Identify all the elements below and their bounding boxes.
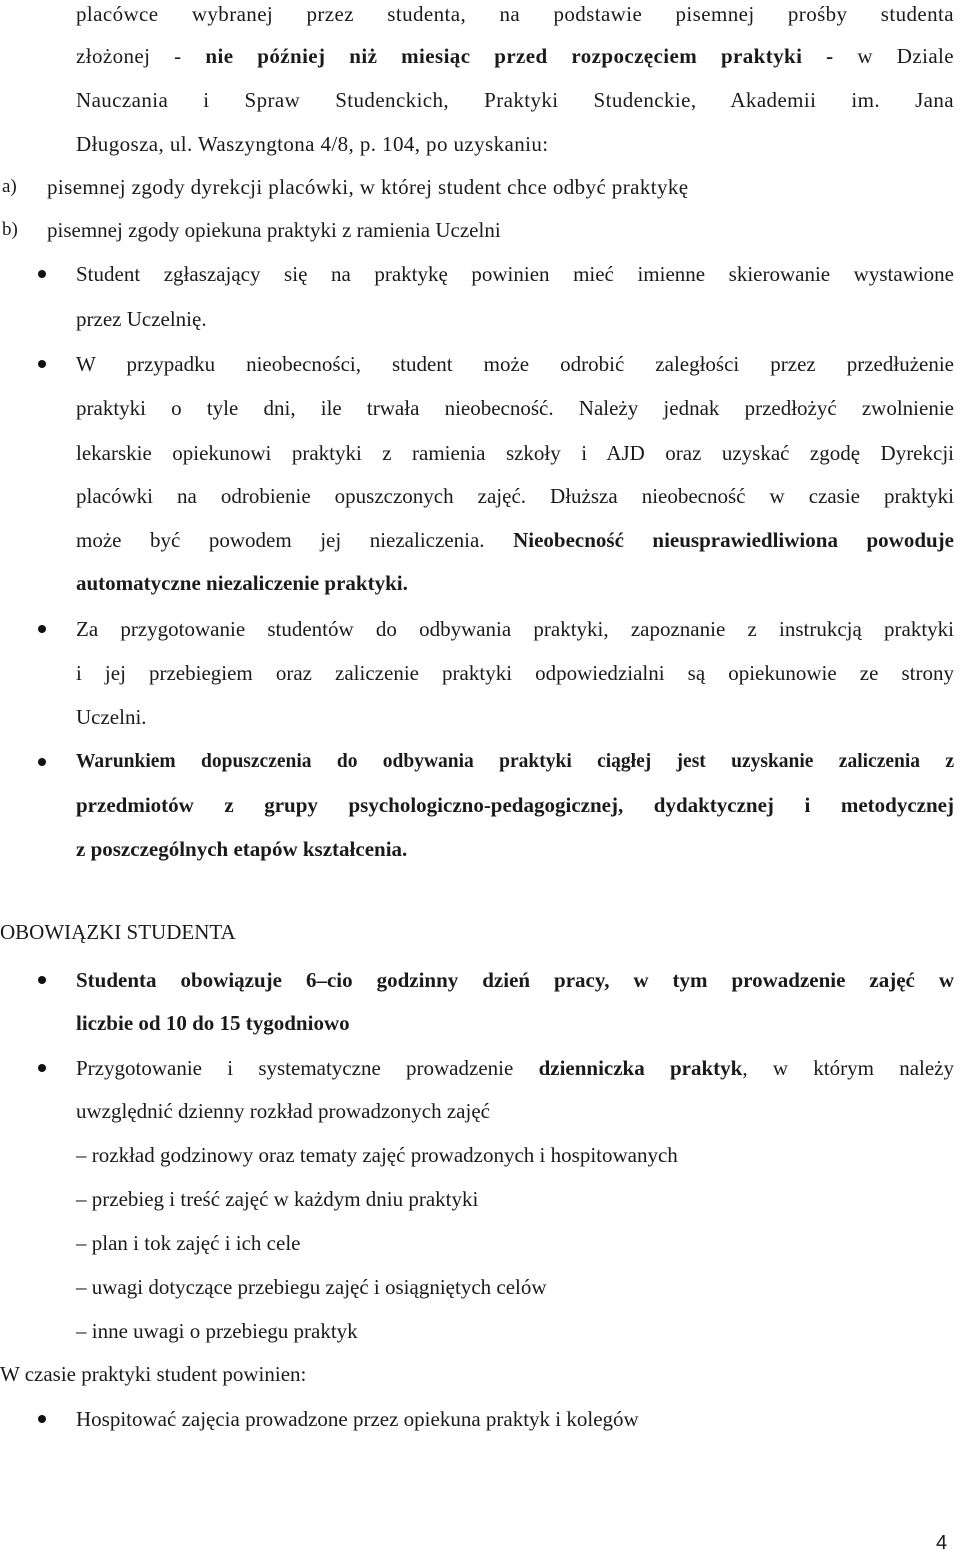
bullet-1-line-2: przez Uczelnię.	[76, 307, 207, 331]
dash-item-text: uwagi dotyczące przebiegu zajęć i osiągniętych celów	[91, 1275, 547, 1299]
duty-2-line-1	[76, 1054, 954, 1082]
bullet-1-line-1: Student zgłaszający się na praktykę powinien mieć imienne skierowanie wystawione	[76, 262, 954, 286]
dash-item-text: plan i tok zajęć i ich cele	[91, 1231, 301, 1255]
bullet-2-text: może być powodem jej niezaliczenia.	[76, 528, 514, 552]
bullet-2-line-4: placówki na odrobienie opuszczonych zajęć. Dłuższa nieobecność w czasie praktyki	[76, 484, 954, 508]
duty-1-line-2: liczbie od 10 do 15 tygodniowo	[76, 1011, 350, 1035]
dash-icon: –	[76, 1275, 87, 1299]
intro-line-4: Długosza, ul. Waszyngtona 4/8, p. 104, po uzyskaniu:	[76, 132, 549, 156]
deadline-emphasis: nie później niż miesiąc przed rozpoczęciem praktyki -	[205, 44, 834, 68]
bullet-2-line-6	[76, 569, 408, 597]
intro-line-1: placówce wybranej przez studenta, na podstawie pisemnej prośby studenta	[76, 2, 954, 26]
dash-item-text: inne uwagi o przebiegu praktyk	[91, 1319, 358, 1343]
dash-item-text: rozkład godzinowy oraz tematy zajęć prowadzonych i hospitowanych	[91, 1143, 678, 1167]
bullet-icon	[38, 270, 46, 278]
intro-line-3: Nauczania i Spraw Studenckich, Praktyki Studenckie, Akademii im. Jana	[76, 88, 954, 112]
dash-icon: –	[76, 1187, 87, 1211]
duty-2-text: Przygotowanie i systematyczne prowadzenie	[76, 1056, 539, 1080]
dash-icon: –	[76, 1319, 87, 1343]
duty-1-line-1: Studenta obowiązuje 6–cio godzinny dzień pracy, w tym prowadzenie zajęć w	[76, 968, 954, 992]
bullet-3-line-1: Za przygotowanie studentów do odbywania praktyki, zapoznanie z instrukcją praktyki	[76, 617, 954, 641]
bullet-3-line-3: Uczelni.	[76, 705, 147, 729]
bullet-icon	[38, 360, 46, 368]
duty-2-line-2: uwzględnić dzienny rozkład prowadzonych zajęć	[76, 1099, 490, 1123]
intro-text: w Dziale	[833, 44, 955, 68]
bullet-4-line-3: z poszczególnych etapów kształcenia.	[76, 837, 408, 861]
bullet-icon	[38, 1064, 46, 1072]
bullet-icon	[38, 625, 46, 633]
dash-item	[76, 1141, 678, 1169]
dash-item	[76, 1273, 547, 1301]
dash-icon: –	[76, 1231, 87, 1255]
diary-emphasis: dzienniczka praktyk	[538, 1056, 743, 1080]
section-heading: OBOWIĄZKI STUDENTA	[0, 920, 236, 944]
item-a-marker: a)	[2, 176, 17, 197]
during-item: Hospitować zajęcia prowadzone przez opiekuna praktyk i kolegów	[76, 1407, 639, 1431]
bullet-3-line-2: i jej przebiegiem oraz zaliczenie praktyki odpowiedzialni są opiekunowie ze strony	[76, 661, 954, 685]
absence-warning: Nieobecność nieusprawiedliwiona powoduje	[513, 528, 954, 552]
intro-line-2	[76, 42, 954, 70]
bullet-2-line-3: lekarskie opiekunowi praktyki z ramienia szkoły i AJD oraz uzyskać zgodę Dyrekcji	[76, 441, 954, 465]
absence-warning: automatyczne niezaliczenie praktyki.	[76, 571, 408, 595]
bullet-4-line-2: przedmiotów z grupy psychologiczno-pedagogicznej, dydaktycznej i metodycznej	[76, 793, 954, 817]
dash-item	[76, 1185, 478, 1213]
dash-item	[76, 1229, 300, 1257]
dash-icon: –	[76, 1143, 87, 1167]
bullet-4-line-1: Warunkiem dopuszczenia do odbywania praktyki ciągłej jest uzyskanie zaliczenia z	[76, 751, 954, 772]
dash-item	[76, 1317, 358, 1345]
during-heading: W czasie praktyki student powinien:	[0, 1362, 307, 1386]
item-b-text: pisemnej zgody opiekuna praktyki z ramienia Uczelni	[47, 218, 501, 242]
bullet-2-line-1: W przypadku nieobecności, student może odrobić zaległości przez przedłużenie	[76, 352, 954, 376]
bullet-icon	[38, 1415, 46, 1423]
bullet-icon	[38, 976, 46, 984]
intro-text: złożonej -	[76, 44, 206, 68]
page-number: 4	[936, 1532, 948, 1554]
item-a-text: pisemnej zgody dyrekcji placówki, w której student chce odbyć praktykę	[47, 175, 689, 199]
dash-item-text: przebieg i treść zajęć w każdym dniu praktyki	[91, 1187, 479, 1211]
bullet-2-line-5	[76, 526, 954, 554]
duty-2-text: , w którym należy	[742, 1056, 954, 1080]
bullet-icon	[38, 758, 46, 766]
bullet-2-line-2: praktyki o tyle dni, ile trwała nieobecność. Należy jednak przedłożyć zwolnienie	[76, 396, 954, 420]
item-b-marker: b)	[2, 219, 18, 240]
